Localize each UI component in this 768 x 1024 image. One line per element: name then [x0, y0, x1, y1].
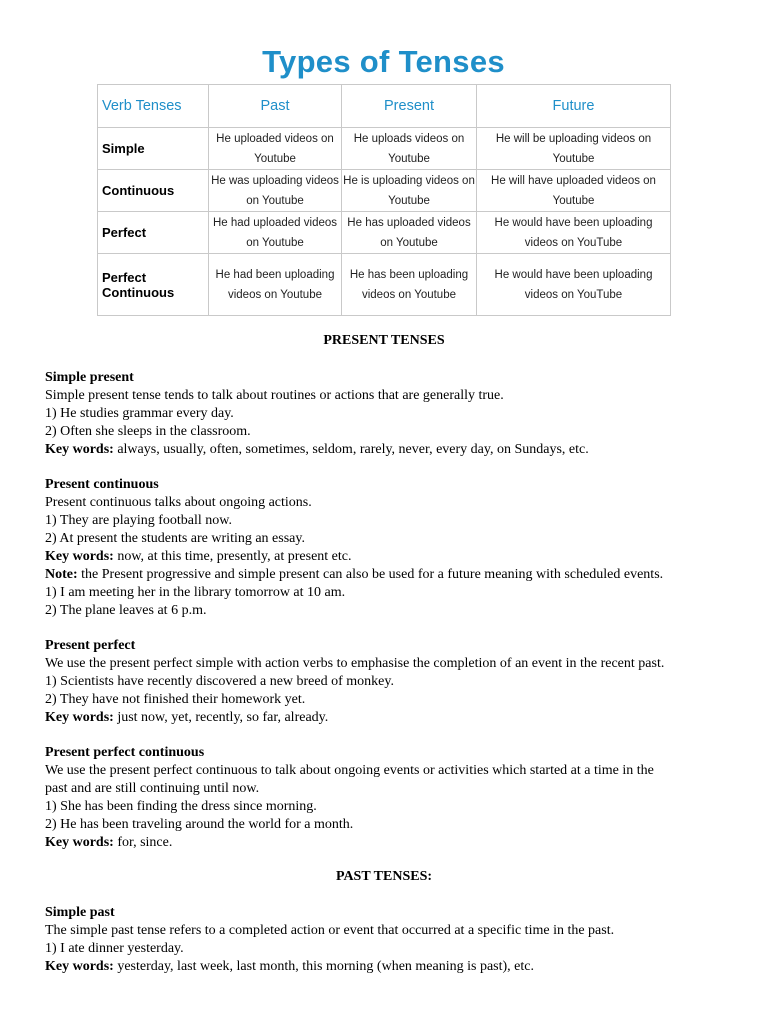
key-words: Key words: yesterday, last week, last month, this morning (when meaning is past), etc. — [45, 959, 534, 974]
header-past: Past — [209, 85, 342, 128]
note: Note: the Present progressive and simple present can also be used for a future meaning with scheduled events. — [45, 567, 664, 582]
key-words: Key words: now, at this time, presently, at present etc. — [45, 549, 352, 564]
header-present: Present — [342, 85, 477, 128]
infographic-title: Types of Tenses — [262, 44, 505, 79]
tenses-table — [97, 84, 671, 316]
section-heading: Present continuous — [45, 477, 159, 492]
paragraph: past and are still continuing until now. — [45, 781, 260, 796]
table-cell: He has uploaded videos on Youtube — [342, 212, 477, 254]
example: 1) He studies grammar every day. — [45, 406, 234, 421]
example: 1) She has been finding the dress since morning. — [45, 799, 317, 814]
example: 2) He has been traveling around the world for a month. — [45, 817, 354, 832]
table-row — [98, 254, 671, 316]
example: 1) Scientists have recently discovered a new breed of monkey. — [45, 674, 394, 689]
key-words: Key words: always, usually, often, sometimes, seldom, rarely, never, every day, on Sundays, etc. — [45, 442, 589, 457]
table-cell: He would have been uploading videos on YouTube — [477, 212, 671, 254]
tenses-infographic — [97, 40, 670, 316]
table-row — [98, 170, 671, 212]
section-heading: Present perfect — [45, 638, 136, 653]
example: 1) I ate dinner yesterday. — [45, 941, 184, 956]
section-heading: Simple present — [45, 370, 134, 385]
paragraph: The simple past tense refers to a completed action or event that occurred at a specific time in the past. — [45, 923, 615, 938]
table-cell: He uploads videos on Youtube — [342, 128, 477, 170]
header-future: Future — [477, 85, 671, 128]
example: 2) The plane leaves at 6 p.m. — [45, 603, 207, 618]
row-label: Perfect — [98, 212, 209, 254]
table-cell: He will be uploading videos on Youtube — [477, 128, 671, 170]
table-cell: He would have been uploading videos on YouTube — [477, 254, 671, 316]
table-cell: He has been uploading videos on Youtube — [342, 254, 477, 316]
header-verb-tenses: Verb Tenses — [98, 85, 209, 128]
key-words: Key words: for, since. — [45, 835, 173, 850]
key-words: Key words: just now, yet, recently, so far, already. — [45, 710, 329, 725]
table-header-row — [98, 85, 671, 128]
past-tenses-heading: PAST TENSES: — [335, 869, 433, 884]
row-label: Simple — [98, 128, 209, 170]
row-label: Perfect Continuous — [98, 254, 209, 316]
example: 1) I am meeting her in the library tomorrow at 10 am. — [45, 585, 346, 600]
example: 2) At present the students are writing an essay. — [45, 531, 305, 546]
example: 2) They have not finished their homework yet. — [45, 692, 306, 707]
section-heading: Simple past — [45, 905, 115, 920]
table-row — [98, 128, 671, 170]
present-tenses-heading: PRESENT TENSES — [323, 333, 445, 348]
table-cell: He will have uploaded videos on Youtube — [477, 170, 671, 212]
example: 1) They are playing football now. — [45, 513, 233, 528]
table-cell: He is uploading videos on Youtube — [342, 170, 477, 212]
paragraph: Present continuous talks about ongoing actions. — [45, 495, 312, 510]
paragraph: We use the present perfect simple with action verbs to emphasise the completion of an event in the recent past. — [45, 656, 665, 671]
example: 2) Often she sleeps in the classroom. — [45, 424, 251, 439]
table-cell: He had been uploading videos on Youtube — [209, 254, 342, 316]
table-cell: He uploaded videos on Youtube — [209, 128, 342, 170]
row-label: Continuous — [98, 170, 209, 212]
section-heading: Present perfect continuous — [45, 745, 205, 760]
table-cell: He was uploading videos on Youtube — [209, 170, 342, 212]
paragraph: We use the present perfect continuous to talk about ongoing events or activities which started at a time in the — [45, 763, 654, 778]
table-row — [98, 212, 671, 254]
paragraph: Simple present tense tends to talk about routines or actions that are generally true. — [45, 388, 504, 403]
table-cell: He had uploaded videos on Youtube — [209, 212, 342, 254]
